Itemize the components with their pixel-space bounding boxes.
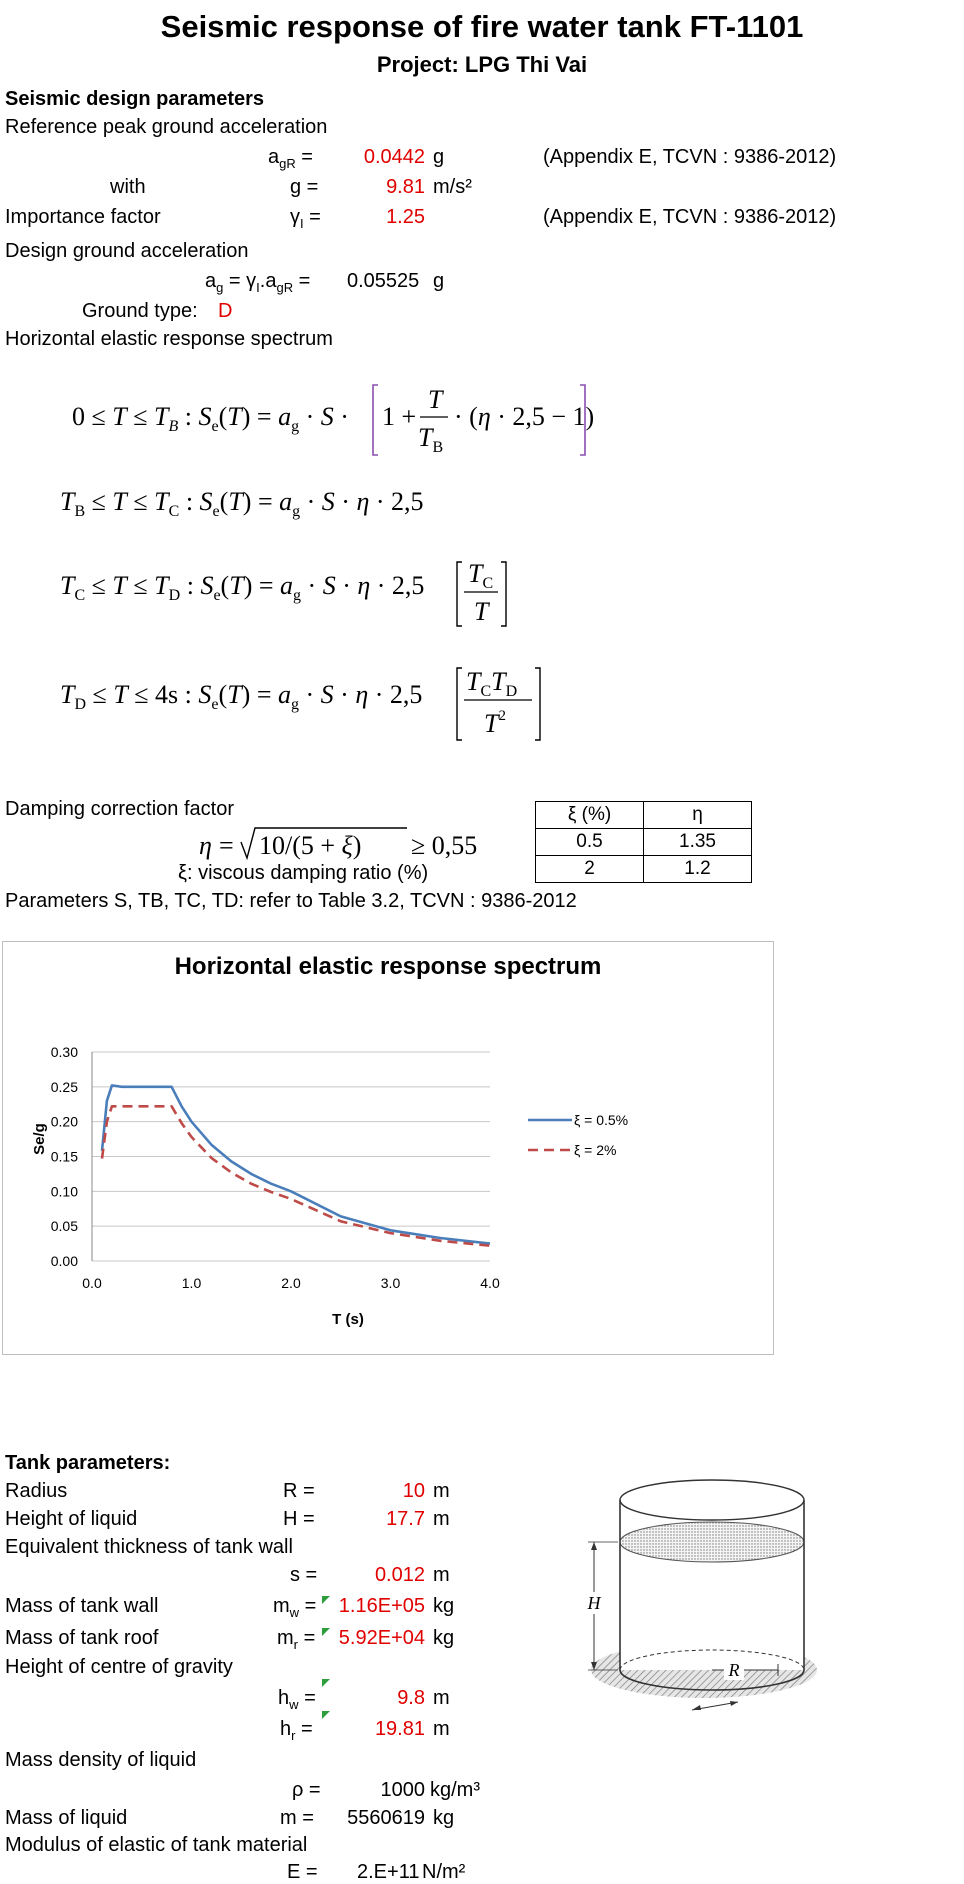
mw-value: 1.16E+05 — [338, 1595, 425, 1617]
E-symbol: E = — [287, 1861, 318, 1883]
chart-y-axis-label: Se/g — [31, 1123, 48, 1155]
thickness-label: Equivalent thickness of tank wall — [5, 1536, 293, 1558]
x-tick-label: 1.0 — [181, 1275, 202, 1291]
mr-unit: kg — [433, 1627, 455, 1649]
svg-text:T2: $T^2$ — [484, 708, 506, 738]
response-spectrum-chart — [3, 942, 773, 1354]
mr-label: Mass of tank roof — [5, 1627, 159, 1649]
E-label: Modulus of elastic of tank material — [5, 1834, 308, 1856]
chart-area — [2, 941, 774, 1355]
m-unit: kg — [433, 1807, 455, 1829]
g-symbol: g = — [290, 176, 319, 198]
gamma-symbol: $\gamma_I$ = — [290, 206, 321, 231]
svg-text:1 +: 1 + — [382, 402, 417, 431]
height-unit: m — [433, 1508, 450, 1530]
table-cell: 1.35 — [644, 829, 752, 856]
hr-value: 19.81 — [374, 1718, 425, 1740]
height-value: 17.7 — [386, 1508, 425, 1530]
ground-type-label: Ground type: — [82, 300, 198, 322]
ag-value: 0.05525 — [347, 270, 420, 292]
y-tick-label: 0.00 — [50, 1253, 78, 1269]
svg-text:=: = — [219, 831, 234, 860]
rho-unit: kg/m³ — [430, 1779, 480, 1801]
y-tick-label: 0.30 — [50, 1044, 78, 1060]
svg-text:TC ≤ T ≤ TD : Se(T) = ag · S ·: $T_C \le T \le T_D$ : $S_e(T) = a_g \cdot S \cdot \eta \cdot 2,5$ — [60, 571, 425, 604]
table-header-eta: η — [644, 802, 752, 829]
spectrum-label: Horizontal elastic response spectrum — [5, 328, 333, 350]
chart-x-axis-label: T (s) — [332, 1311, 364, 1328]
m-value: 5560619 — [347, 1807, 425, 1829]
legend-label: ξ = 2% — [574, 1142, 617, 1158]
damping-formula — [195, 820, 478, 868]
tank-diagram — [580, 1480, 840, 1740]
x-tick-label: 4.0 — [480, 1275, 500, 1291]
svg-text:TC: $T_C$ — [468, 559, 494, 592]
rho-symbol: ρ = — [292, 1779, 321, 1801]
y-tick-label: 0.05 — [50, 1218, 78, 1235]
x-tick-label: 3.0 — [380, 1275, 401, 1291]
g-value: 9.81 — [386, 176, 425, 198]
radius-unit: m — [433, 1480, 450, 1502]
svg-text:η: η — [199, 831, 212, 860]
seismic-heading: Seismic design parameters — [5, 88, 265, 110]
agr-symbol: $a_{gR}$ = — [268, 146, 313, 171]
tank-body — [620, 1480, 804, 1690]
diagram-R-label: R — [728, 1660, 740, 1680]
svg-text:0 ≤ T ≤ TB : Se(T) = ag · S ·: $0 \le T \le T_B$ : $S_e(T) = a_g \cdot S$ · — [72, 402, 349, 435]
svg-text:· (η · 2,5 − 1): · (η · 2,5 − 1) — [454, 402, 595, 431]
radius-value: 10 — [402, 1480, 425, 1502]
series-line-2 — [102, 1106, 490, 1245]
damping-table — [535, 801, 752, 883]
svg-text:TB: $T_B$ — [418, 423, 444, 456]
svg-text:10/(5 + ξ): 10/(5 + ξ) — [259, 831, 362, 860]
with-label: with — [110, 176, 146, 198]
svg-text:≥ 0,55: ≥ 0,55 — [411, 831, 478, 860]
comment-flag-icon — [322, 1679, 330, 1687]
spectrum-equations — [60, 370, 620, 750]
table-row — [536, 856, 752, 883]
chart-legend — [528, 1112, 628, 1158]
table-cell: 1.2 — [644, 856, 752, 883]
g-unit: m/s² — [433, 176, 472, 198]
table-row — [536, 802, 752, 829]
radius-symbol: R = — [283, 1480, 315, 1502]
hr-symbol: $h_r$ = — [280, 1718, 313, 1743]
chart-title: Horizontal elastic response spectrum — [174, 953, 602, 980]
svg-text:TB ≤ T ≤ TC : Se(T) = ag · S ·: $T_B \le T \le T_C$ : $S_e(T) = a_g \cdot S \cdot \eta \cdot 2,5$ — [60, 487, 424, 520]
height-label: Height of liquid — [5, 1508, 138, 1530]
svg-text:T: T — [474, 597, 489, 626]
ground-type-value: D — [218, 300, 233, 322]
chart-x-ticks — [82, 1275, 500, 1291]
chart-grid — [92, 1052, 490, 1261]
m-label: Mass of liquid — [5, 1807, 128, 1829]
y-tick-label: 0.10 — [50, 1183, 78, 1200]
legend-label: ξ = 0.5% — [574, 1112, 629, 1128]
y-tick-label: 0.20 — [50, 1113, 78, 1130]
rho-label: Mass density of liquid — [5, 1749, 197, 1771]
dimension-H — [584, 1542, 618, 1670]
m-symbol: m = — [280, 1807, 314, 1829]
height-symbol: H = — [283, 1508, 315, 1530]
page-title: Seismic response of fire water tank FT-1101 — [160, 9, 804, 44]
chart-series-group — [102, 1085, 490, 1245]
ref-pga-label: Reference peak ground acceleration — [5, 116, 328, 138]
x-tick-label: 0.0 — [82, 1275, 102, 1291]
damping-label: Damping correction factor — [5, 798, 234, 820]
hw-value: 9.8 — [397, 1687, 425, 1709]
agr-value: 0.0442 — [363, 146, 425, 168]
table-cell: 2 — [536, 856, 644, 883]
gamma-reference: (Appendix E, TCVN : 9386-2012) — [543, 206, 837, 228]
thickness-unit: m — [433, 1564, 450, 1586]
cog-label: Height of centre of gravity — [5, 1656, 233, 1678]
mw-symbol: $m_w$ = — [273, 1595, 317, 1620]
mw-unit: kg — [433, 1595, 455, 1617]
importance-label: Importance factor — [5, 206, 161, 228]
gamma-value: 1.25 — [386, 206, 425, 228]
thickness-value: 0.012 — [374, 1564, 425, 1586]
diagram-H-label: H — [587, 1593, 601, 1613]
hw-unit: m — [433, 1687, 450, 1709]
table-header-xi: ξ (%) — [536, 802, 644, 829]
E-unit: N/m² — [422, 1861, 466, 1883]
series-line-1 — [102, 1085, 490, 1243]
svg-text:TD ≤ T ≤ 4s : Se(T) = ag · S ·: $T_D \le T \le 4s$ : $S_e(T) = a_g \cdot S \cdot \eta \cdot 2,5$ — [60, 680, 423, 713]
hr-unit: m — [433, 1718, 450, 1740]
chart-y-ticks — [51, 1044, 78, 1269]
page-subtitle: Project: LPG Thi Vai — [376, 52, 588, 77]
double-arrow-icon — [692, 1701, 738, 1710]
xi-note: ξ: viscous damping ratio (%) — [178, 862, 429, 884]
params-note: Parameters S, TB, TC, TD: refer to Table 3.2, TCVN : 9386-2012 — [5, 890, 577, 912]
table-row — [536, 829, 752, 856]
E-value: 2.E+11 — [357, 1861, 420, 1883]
table-cell: 0.5 — [536, 829, 644, 856]
y-tick-label: 0.25 — [50, 1078, 78, 1095]
mr-value: 5.92E+04 — [338, 1627, 425, 1649]
ag-unit: g — [433, 270, 445, 292]
radius-label: Radius — [5, 1480, 68, 1502]
design-ga-label: Design ground acceleration — [5, 240, 249, 262]
comment-flag-icon — [322, 1711, 330, 1719]
x-tick-label: 2.0 — [281, 1275, 301, 1291]
thickness-symbol: s = — [290, 1564, 318, 1586]
rho-value: 1000 — [380, 1779, 425, 1801]
hw-symbol: $h_w$ = — [278, 1687, 316, 1712]
ag-expression: $a_g = \gamma_I.a_{gR}$ = — [205, 270, 311, 295]
tank-heading: Tank parameters: — [5, 1452, 171, 1474]
mw-label: Mass of tank wall — [5, 1595, 159, 1617]
agr-reference: (Appendix E, TCVN : 9386-2012) — [543, 146, 837, 168]
mr-symbol: $m_r$ = — [277, 1627, 316, 1652]
svg-text:T: T — [428, 385, 443, 414]
y-tick-label: 0.15 — [50, 1148, 78, 1165]
svg-text:TCTD: $T_CT_D$ — [466, 667, 518, 700]
agr-unit: g — [433, 146, 445, 168]
